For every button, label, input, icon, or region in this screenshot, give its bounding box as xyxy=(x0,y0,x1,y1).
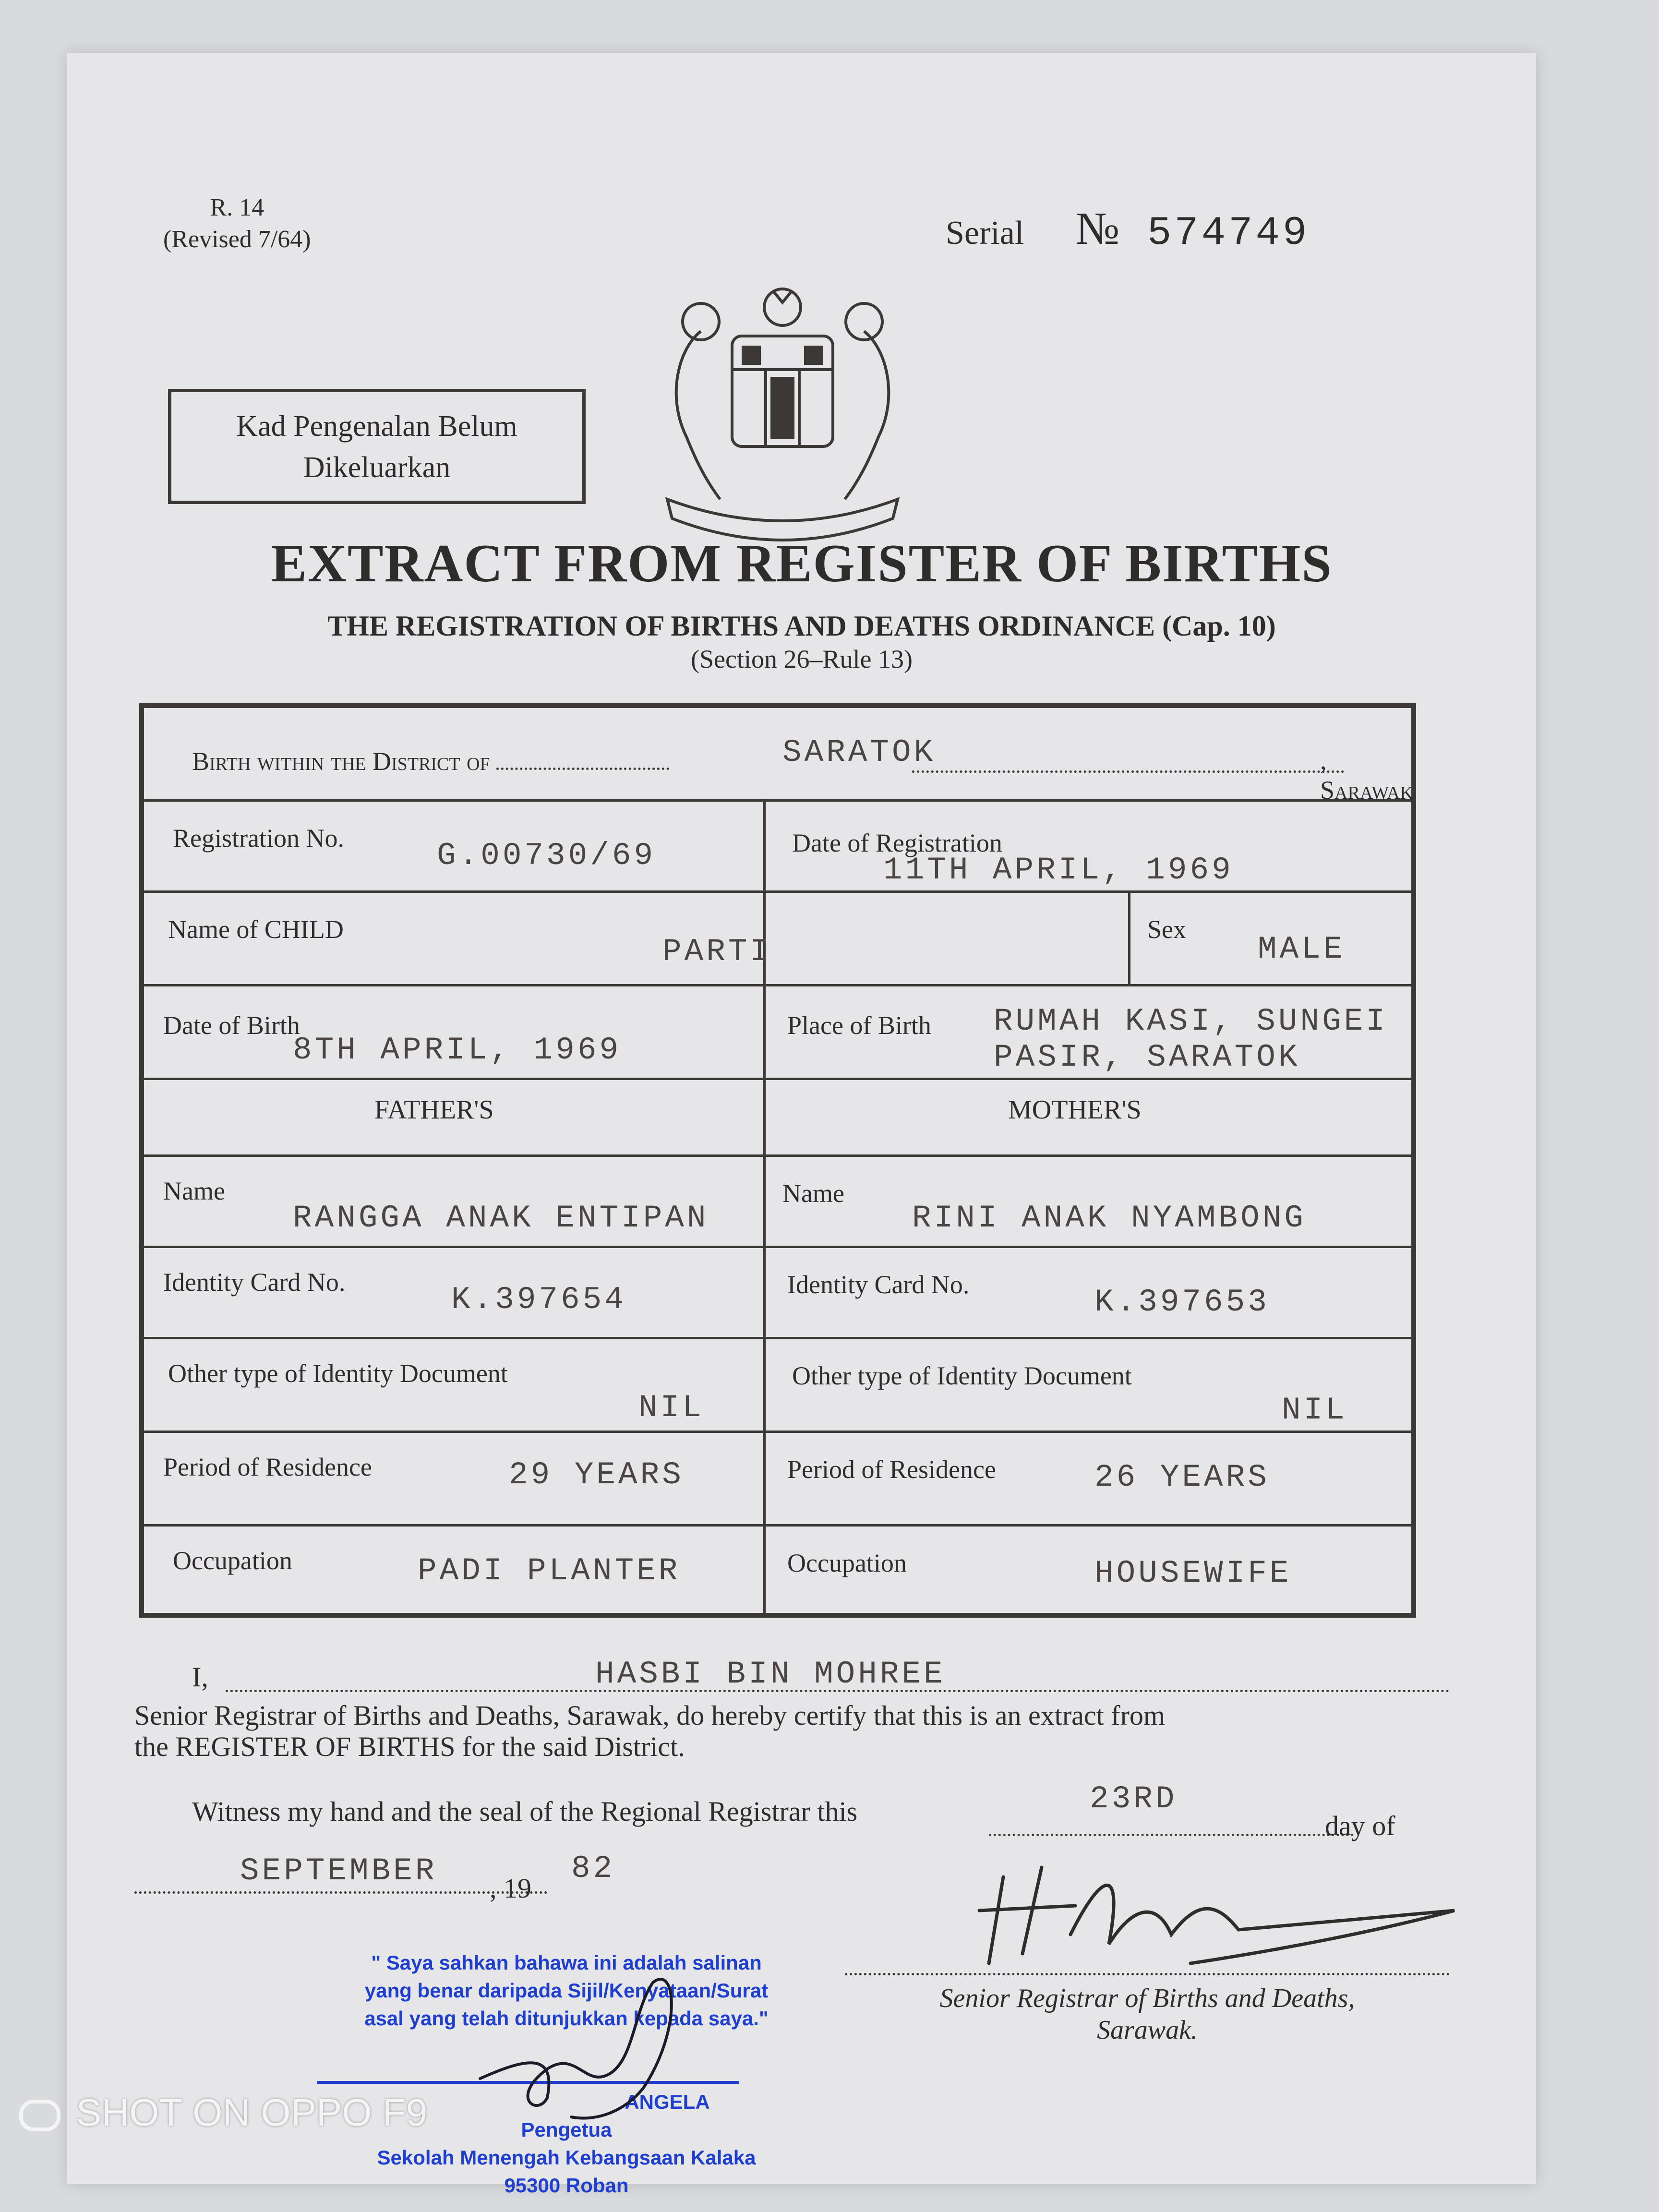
register-table xyxy=(139,703,1416,1618)
father-residence-label: Period of Residence xyxy=(163,1453,372,1481)
registrar-name: HASBI BIN MOHREE xyxy=(595,1656,946,1692)
mother-other-id-value: NIL xyxy=(1282,1392,1347,1428)
mother-occupation-label: Occupation xyxy=(787,1549,907,1577)
year-value: 82 xyxy=(571,1851,615,1887)
serial-number xyxy=(946,202,1310,256)
serial-label: Serial xyxy=(946,215,1024,252)
stamp-line-2: Dikeluarkan xyxy=(303,451,451,484)
certify-line-1: Senior Registrar of Births and Deaths, Sarawak, do hereby certify that this is an extract from xyxy=(134,1700,1165,1731)
mother-residence-value: 26 YEARS xyxy=(1094,1459,1270,1495)
mother-occupation-value: HOUSEWIFE xyxy=(1094,1555,1292,1591)
year-prefix: , 19 xyxy=(490,1873,531,1904)
father-other-id-label: Other type of Identity Document xyxy=(168,1359,508,1388)
father-residence-value: 29 YEARS xyxy=(509,1457,684,1493)
registration-no-value: G.00730/69 xyxy=(437,838,656,874)
month-value: SEPTEMBER xyxy=(240,1853,437,1889)
dob-label: Date of Birth xyxy=(163,1011,300,1040)
father-heading: FATHER'S xyxy=(374,1095,494,1125)
child-name-label: Name of CHILD xyxy=(168,915,344,944)
certifier-signature xyxy=(451,1954,720,2136)
coat-of-arms-icon xyxy=(648,274,917,562)
certify-i-label: I, xyxy=(192,1661,208,1693)
ordinance-title: THE REGISTRATION OF BIRTHS AND DEATHS ORDINANCE (Cap. 10) xyxy=(327,610,1276,642)
date-of-registration-label: Date of Registration xyxy=(792,829,1002,857)
form-reference xyxy=(163,192,311,255)
father-name-label: Name xyxy=(163,1177,225,1205)
district-value: SARATOK xyxy=(782,734,936,770)
father-ic-value: K.397654 xyxy=(451,1282,626,1318)
father-other-id-value: NIL xyxy=(638,1390,704,1426)
form-number: R. 14 xyxy=(210,194,264,221)
registrar-signature xyxy=(950,1839,1479,1983)
father-name-value: RANGGA ANAK ENTIPAN xyxy=(293,1200,709,1236)
district-label: Birth within the District of xyxy=(192,746,669,776)
signature-line xyxy=(845,1973,1450,1975)
sex-value: MALE xyxy=(1258,931,1346,967)
father-ic-label: Identity Card No. xyxy=(163,1268,346,1297)
mother-other-id-label: Other type of Identity Document xyxy=(792,1361,1132,1390)
mother-heading: MOTHER'S xyxy=(1008,1095,1142,1125)
father-occupation-value: PADI PLANTER xyxy=(418,1553,681,1589)
numero-sign: № xyxy=(1075,203,1120,254)
state-label: , Sarawak xyxy=(1320,746,1413,805)
mother-ic-label: Identity Card No. xyxy=(787,1270,970,1299)
stamp-line-1: Kad Pengenalan Belum xyxy=(236,410,517,443)
mother-name-label: Name xyxy=(782,1179,844,1208)
registration-no-label: Registration No. xyxy=(173,824,344,853)
day-value: 23RD xyxy=(1090,1781,1178,1817)
sex-label: Sex xyxy=(1147,915,1186,944)
camera-watermark: SHOT ON OPPO F9 xyxy=(19,2091,427,2135)
witness-text: Witness my hand and the seal of the Regional Registrar this xyxy=(192,1796,858,1827)
mother-name-value: RINI ANAK NYAMBONG xyxy=(912,1200,1306,1236)
camera-brand-icon xyxy=(19,2100,60,2131)
form-revision: (Revised 7/64) xyxy=(163,226,311,253)
pob-line-1: RUMAH KASI, SUNGEI xyxy=(994,1003,1388,1039)
date-of-registration-value: 11TH APRIL, 1969 xyxy=(883,852,1234,888)
serial-value: 574749 xyxy=(1147,211,1310,256)
document-title: EXTRACT FROM REGISTER OF BIRTHS xyxy=(271,534,1333,593)
birth-certificate-document xyxy=(67,53,1536,2197)
pob-label: Place of Birth xyxy=(787,1011,931,1040)
section-reference: (Section 26–Rule 13) xyxy=(691,645,913,673)
dob-value: 8TH APRIL, 1969 xyxy=(293,1032,622,1068)
mother-ic-value: K.397653 xyxy=(1094,1284,1270,1320)
mother-residence-label: Period of Residence xyxy=(787,1455,996,1484)
signature-caption: Senior Registrar of Births and Deaths, Sarawak. xyxy=(939,1984,1355,2045)
day-of-label: day of xyxy=(1325,1810,1395,1841)
pob-line-2: PASIR, SARATOK xyxy=(994,1039,1300,1075)
stamp-officer: ANGELA Pengetua Sekolah Menengah Kebangsaan Kalaka 95300 Roban xyxy=(377,2091,756,2197)
child-name-value: PARTI xyxy=(662,934,772,970)
father-occupation-label: Occupation xyxy=(173,1546,292,1575)
certify-line-2: the REGISTER OF BIRTHS for the said District. xyxy=(134,1731,685,1762)
true-copy-stamp: " Saya sahkan bahawa ini adalah salinan yang benar daripada Sijil/Kenyataan/Surat asal yang telah ditunjukkan kepada saya." xyxy=(364,1951,769,2030)
ic-not-issued-stamp xyxy=(168,389,586,504)
